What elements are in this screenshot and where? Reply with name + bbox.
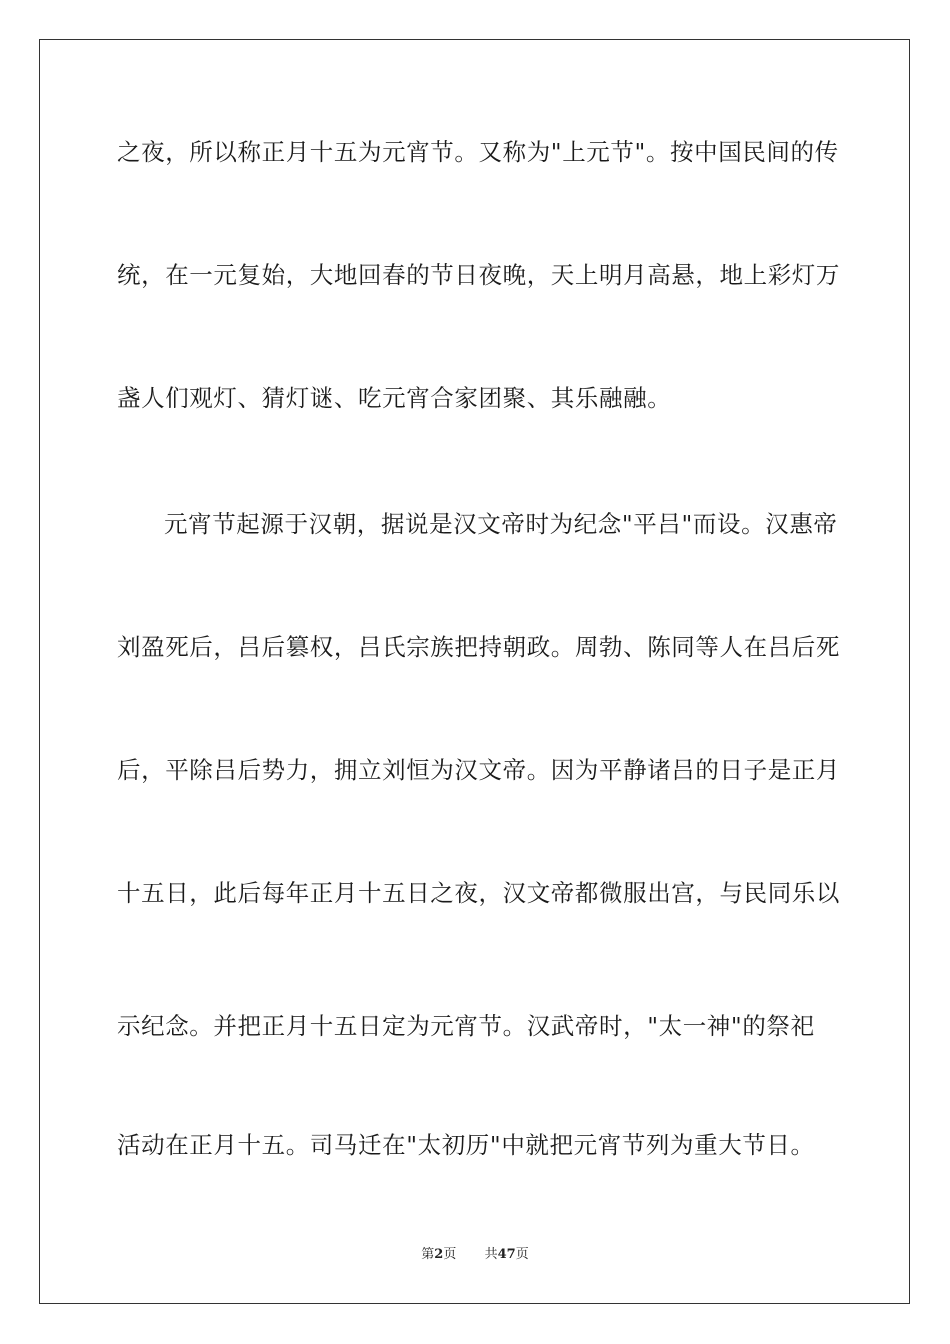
text-line-7: 十五日，此后每年正月十五日之夜，汉文帝都微服出宫，与民同乐以 [117,879,840,907]
total-pages-indicator [485,1246,529,1264]
text-line-6: 后，平除吕后势力，拥立刘恒为汉文帝。因为平静诸吕的日子是正月 [117,756,840,784]
text-line-3: 盏人们观灯、猜灯谜、吃元宵合家团聚、其乐融融。 [117,384,672,412]
total-suffix: 页 [515,1247,529,1262]
text-line-1: 之夜，所以称正月十五为元宵节。又称为"上元节"。按中国民间的传 [117,138,839,166]
text-line-9: 活动在正月十五。司马迁在"太初历"中就把元宵节列为重大节日。 [117,1131,815,1159]
page-number: 2 [434,1247,444,1262]
text-line-4: 元宵节起源于汉朝，据说是汉文帝时为纪念"平吕"而设。汉惠帝 [164,510,838,538]
page-indicator [421,1246,456,1264]
total-pages: 47 [497,1247,516,1262]
text-line-8: 示纪念。并把正月十五日定为元宵节。汉武帝时，"太一神"的祭祀 [117,1012,815,1040]
page-prefix: 第 [421,1247,435,1262]
page-footer [0,1246,950,1264]
page-border [39,39,910,1304]
total-prefix: 共 [484,1247,498,1262]
text-line-5: 刘盈死后，吕后篡权，吕氏宗族把持朝政。周勃、陈同等人在吕后死 [117,633,840,661]
page-suffix: 页 [443,1247,457,1262]
text-line-2: 统，在一元复始，大地回春的节日夜晚，天上明月高悬，地上彩灯万 [117,261,840,289]
